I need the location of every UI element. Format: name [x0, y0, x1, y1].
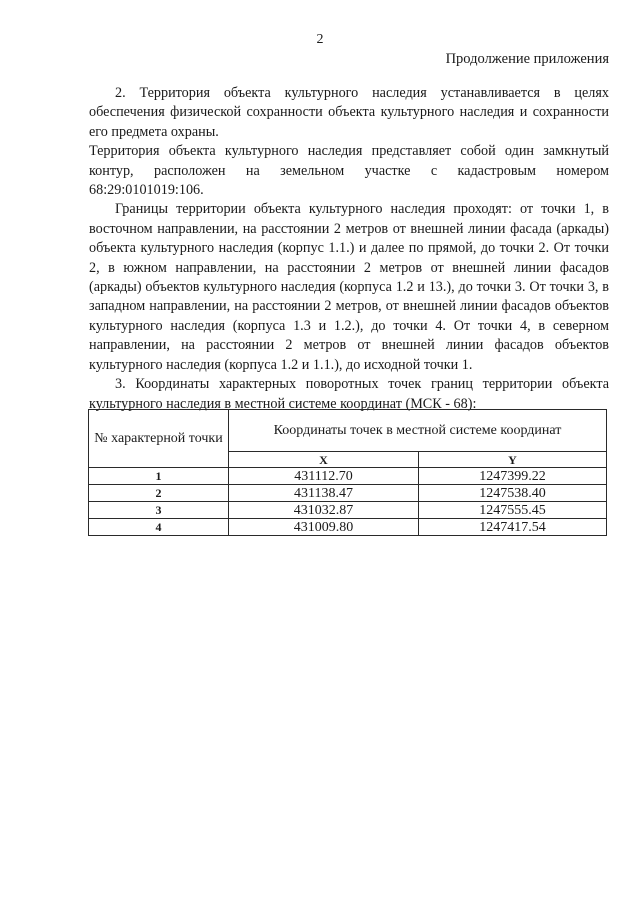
coordinate-x: 431138.47: [229, 485, 419, 502]
appendix-continuation-note: Продолжение приложения: [445, 51, 609, 67]
coordinate-y: 1247538.40: [419, 485, 607, 502]
coordinate-y: 1247555.45: [419, 502, 607, 519]
header-coordinates: Координаты точек в местной системе координат: [229, 410, 607, 452]
paragraph-territory-purpose: 2. Территория объекта культурного наследия устанавливается в целях обеспечения физической сохранности объекта культурного наследия и сохранности его предмета охраны.: [89, 85, 609, 140]
header-x: X: [229, 452, 419, 468]
document-body: [89, 84, 609, 414]
table-header-row: [89, 410, 607, 452]
table-row: [89, 468, 607, 485]
coordinate-x: 431112.70: [229, 468, 419, 485]
table-row: [89, 502, 607, 519]
header-point-number: № характерной точки: [89, 410, 229, 468]
page-number: 2: [316, 32, 324, 47]
point-number: 1: [89, 468, 229, 485]
coordinate-y: 1247399.22: [419, 468, 607, 485]
point-number: 2: [89, 485, 229, 502]
header-y: Y: [419, 452, 607, 468]
point-number: 4: [89, 519, 229, 536]
coordinates-table: [88, 409, 607, 536]
paragraph-territory-contour: Территория объекта культурного наследия представляет собой один замкнутый контур, расположен на земельном участке с кадастровым номером 68:29:0101019:106.: [89, 143, 609, 199]
paragraph-coordinates-intro: 3. Координаты характерных поворотных точек границ территории объекта культурного наследия в местной системе координат (МСК - 68):: [89, 376, 609, 412]
table-row: [89, 485, 607, 502]
point-number: 3: [89, 502, 229, 519]
coordinate-x: 431032.87: [229, 502, 419, 519]
coordinate-x: 431009.80: [229, 519, 419, 536]
table-row: [89, 519, 607, 536]
coordinate-y: 1247417.54: [419, 519, 607, 536]
paragraph-territory-boundaries: Границы территории объекта культурного наследия проходят: от точки 1, в восточном направлении, на расстоянии 2 метров от внешней линии фасада (аркады) объекта культурного наследия (корпус 1.1.) и далее по прямой, до точки 2. От точки 2, в южном направлении, на расстоянии 2 метров от внешней линии фасадов (аркады) объектов культурного наследия (корпуса 1.2 и 13.), до точки 3. От точки 3, в западном направлении, на расстоянии 2 метров, от внешней линии фасадов объектов культурного наследия (корпуса 1.3 и 1.2.), до точки 4. От точки 4, в северном направлении, на расстоянии 2 метров от внешней линии фасадов объектов культурного наследия (корпуса 1.2 и 1.1.), до исходной точки 1.: [89, 201, 609, 373]
